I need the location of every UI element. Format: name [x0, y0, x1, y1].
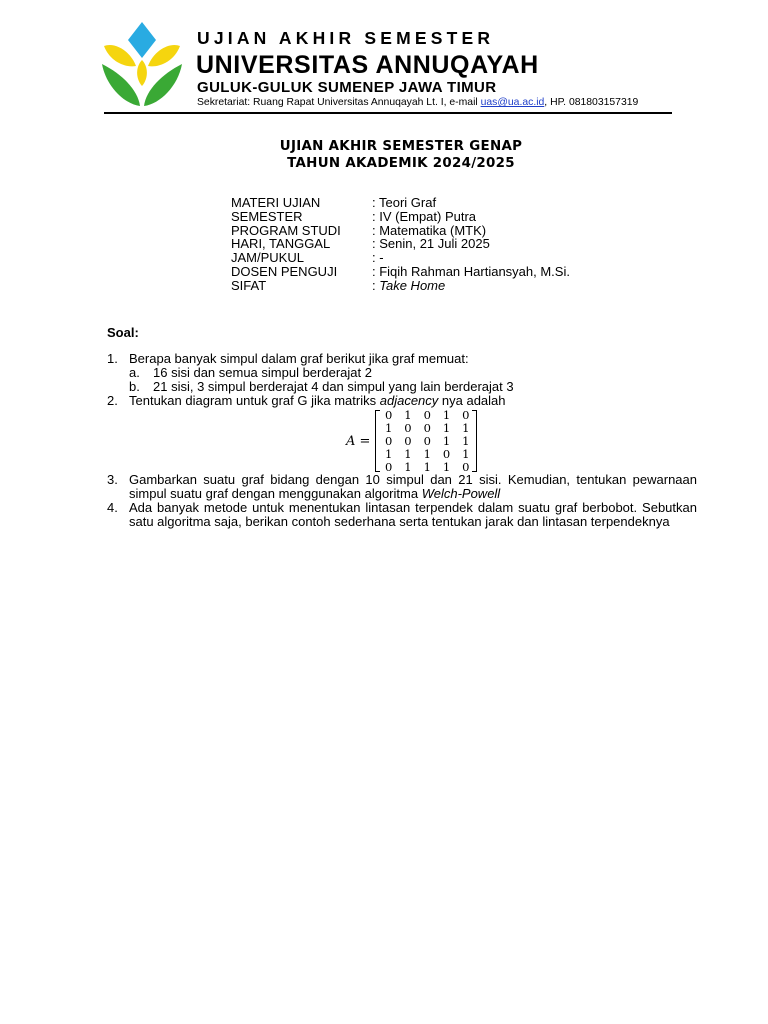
- matrix-label: [346, 434, 370, 449]
- question-number: 2.: [107, 393, 118, 408]
- logo-center-petal: [137, 60, 147, 86]
- matrix-right-bracket: [472, 410, 477, 472]
- question-text-pre: Gambarkan suatu graf bidang dengan 10 simpul dan 21 sisi. Kemudian, tentukan pewarnaan simpul suatu graf dengan menggunakan algoritma: [129, 472, 697, 501]
- info-value: : Teori Graf: [372, 195, 437, 210]
- matrix-cell: 0: [442, 446, 451, 461]
- matrix-cell: 1: [404, 459, 412, 474]
- info-value-prefix: :: [372, 277, 380, 293]
- sub-text: 21 sisi, 3 simpul berderajat 4 dan simpul yang lain berderajat 3: [153, 379, 514, 394]
- info-value: : Fiqih Rahman Hartiansyah, M.Si.: [372, 263, 570, 279]
- matrix-cell: 1: [423, 446, 431, 461]
- info-row-subject: [231, 196, 570, 210]
- info-value: [372, 279, 445, 293]
- logo-right-petal: [148, 45, 180, 66]
- questions-heading: Soal:: [107, 325, 139, 340]
- matrix-cell: 0: [384, 408, 393, 422]
- question-number: 3.: [107, 472, 118, 487]
- logo-diamond-shape: [128, 22, 156, 58]
- info-row-date: [231, 237, 570, 251]
- info-label: PROGRAM STUDI: [231, 222, 341, 238]
- info-label: SEMESTER: [231, 208, 303, 224]
- university-logo: [102, 20, 182, 110]
- matrix-variable: A: [346, 434, 356, 449]
- adjacency-matrix: [346, 410, 486, 472]
- logo-left-leaf: [102, 64, 140, 106]
- logo-right-leaf: [144, 64, 182, 106]
- academic-year: TAHUN AKADEMIK 2024/2025: [287, 156, 515, 171]
- question-text-post: nya adalah: [438, 393, 506, 408]
- matrix-cell: 1: [404, 446, 412, 461]
- matrix-cell: 0: [384, 433, 393, 448]
- matrix-cell: 0: [462, 459, 470, 474]
- info-value-italic: Take Home: [379, 277, 446, 293]
- matrix-cell: 1: [384, 420, 393, 435]
- matrix-cell: 0: [423, 408, 431, 422]
- matrix-cell: 1: [462, 433, 470, 448]
- matrix-cell: 0: [423, 420, 431, 435]
- matrix-cell: 1: [462, 446, 470, 461]
- question-number: 1.: [107, 351, 118, 366]
- question-text: Berapa banyak simpul dalam graf berikut jika graf memuat:: [129, 351, 469, 366]
- header-address: [197, 97, 638, 108]
- header-divider: [104, 112, 672, 114]
- matrix-cell: 1: [442, 420, 451, 435]
- question-2: [107, 394, 697, 408]
- sub-number: a.: [129, 365, 140, 380]
- document-title: UJIAN AKHIR SEMESTER GENAP: [279, 139, 523, 154]
- question-text: Ada banyak metode untuk menentukan lintasan terpendek dalam suatu graf berbobot. Sebutkan satu algoritma saja, berikan contoh sederhana serta tentukan jarak dan lintasan terpendeknya: [129, 500, 697, 529]
- email-link[interactable]: uas@ua.ac.id: [480, 97, 545, 108]
- matrix-cell: 1: [442, 408, 451, 422]
- matrix-cell: 1: [404, 408, 412, 422]
- info-label: HARI, TANGGAL: [231, 236, 331, 252]
- info-label: MATERI UJIAN: [231, 195, 321, 210]
- info-row-examiner: [231, 265, 570, 279]
- matrix-cell: 0: [384, 459, 393, 474]
- info-value: : -: [372, 250, 384, 266]
- info-value: : IV (Empat) Putra: [372, 208, 477, 224]
- matrix-equals: =: [355, 434, 371, 449]
- phone-text: , HP. 081803157319: [544, 97, 639, 108]
- address-text: Sekretariat: Ruang Rapat Universitas Annuqayah Lt. I, e-mail: [197, 97, 481, 108]
- info-label: SIFAT: [231, 277, 267, 293]
- matrix-grid: [379, 408, 475, 472]
- question-1: [107, 352, 697, 366]
- matrix-cell: 0: [404, 420, 412, 435]
- question-text-pre: Tentukan diagram untuk graf G jika matriks: [129, 393, 380, 408]
- info-value: : Senin, 21 Juli 2025: [372, 236, 490, 252]
- matrix-cell: 1: [442, 459, 451, 474]
- question-4: [107, 501, 697, 543]
- info-label: JAM/PUKUL: [231, 250, 304, 266]
- header-location: GULUK-GULUK SUMENEP JAWA TIMUR: [197, 79, 497, 96]
- matrix-cell: 0: [462, 408, 470, 422]
- info-row-time: [231, 251, 570, 265]
- info-label: DOSEN PENGUJI: [231, 263, 338, 279]
- sub-text: 16 sisi dan semua simpul berderajat 2: [153, 365, 372, 380]
- header-university-name: UNIVERSITAS ANNUQAYAH: [196, 51, 539, 79]
- question-text-italic: adjacency: [379, 393, 439, 408]
- matrix-cell: 1: [384, 446, 393, 461]
- question-text-italic: Welch-Powell: [421, 486, 501, 501]
- info-row-nature: [231, 279, 570, 293]
- sub-number: b.: [129, 379, 140, 394]
- matrix-cell: 0: [423, 433, 431, 448]
- exam-info-table: [231, 196, 570, 293]
- question-text: [129, 394, 506, 408]
- question-number: 4.: [107, 500, 118, 515]
- header-exam-title: UJIAN AKHIR SEMESTER: [197, 28, 495, 48]
- matrix-cell: 1: [423, 459, 431, 474]
- matrix-cell: 0: [404, 433, 412, 448]
- question-text: [129, 473, 697, 501]
- matrix-cell: 1: [462, 420, 470, 435]
- question-3: [107, 473, 697, 501]
- info-row-semester: [231, 210, 570, 224]
- logo-left-petal: [104, 45, 136, 66]
- info-row-program: [231, 224, 570, 238]
- info-value: : Matematika (MTK): [372, 222, 487, 238]
- matrix-cell: 1: [442, 433, 451, 448]
